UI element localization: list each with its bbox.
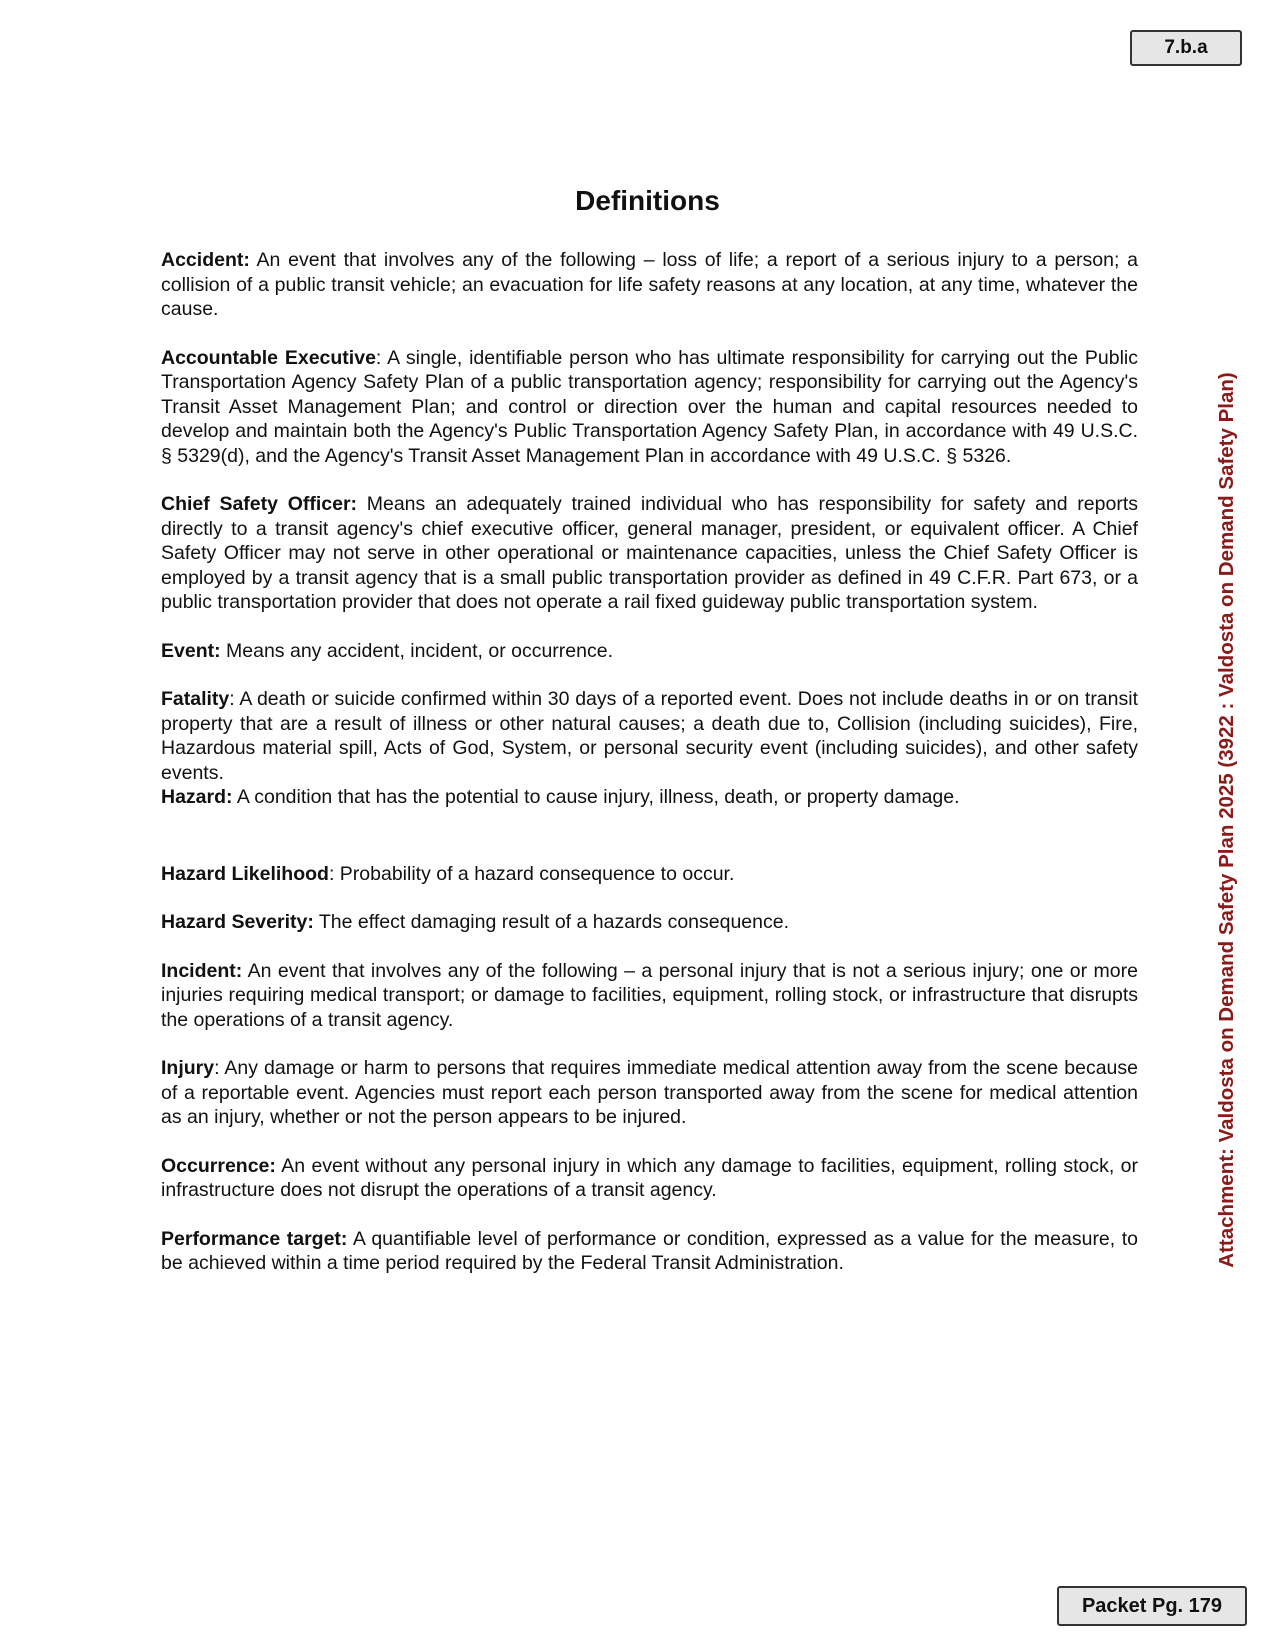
definition-hazard-likelihood [161, 862, 1138, 887]
definition-text: : Any damage or harm to persons that requires immediate medical attention away from the scene because of a reportable event. Agencies must report each person transported away from the scene for medical attention as an injury, whether or not the person appears to be injured. [161, 1057, 1138, 1128]
definition-text: Means an adequately trained individual who has responsibility for safety and reports directly to a transit agency's chief executive officer, general manager, president, or equivalent officer. A Chief Safety Officer may not serve in other operational or maintenance capacities, unless the Chief Safety Officer is employed by a transit agency that is a small public transportation provider as defined in 49 C.F.R. Part 673, or a public transportation provider that does not operate a rail fixed guideway public transportation system. [161, 493, 1138, 613]
definition-term: Incident: [161, 959, 243, 982]
definition-text: : Probability of a hazard consequence to occur. [328, 862, 735, 885]
definition-term: Hazard: [161, 786, 233, 808]
definitions-list [161, 248, 1138, 1276]
definition-fatality [161, 687, 1138, 785]
definition-hazard-severity [161, 910, 1138, 935]
definition-text: An event without any personal injury in which any damage to facilities, equipment, rolling stock, or infrastructure does not disrupt the operations of a transit agency. [161, 1154, 1138, 1201]
definition-event [161, 639, 1138, 664]
definition-text: An event that involves any of the following – a personal injury that is not a serious injury; one or more injuries requiring medical transport; or damage to facilities, equipment, rolling stock, or infrastructure that disrupts the operations of a transit agency. [161, 959, 1138, 1031]
definition-term: Injury [161, 1057, 215, 1079]
packet-page-number: Packet Pg. 179 [1057, 1586, 1247, 1626]
definition-injury [161, 1056, 1138, 1130]
definition-text: : A single, identifiable person who has ultimate responsibility for carrying out the Public Transportation Agency Safety Plan of a public transportation agency; responsibility for carrying out the Agency's Transit Asset Management Plan; and control or direction over the human and capital resources needed to develop and maintain both the Agency's Public Transportation Agency Safety Plan, in accordance with 49 U.S.C. § 5329(d), and the Agency's Transit Asset Management Plan in accordance with 49 U.S.C. § 5326. [161, 346, 1138, 467]
definition-term: Performance target: [161, 1227, 348, 1250]
section-tag: 7.b.a [1130, 30, 1242, 66]
definition-hazard [161, 785, 1138, 810]
definition-text: A condition that has the potential to cause injury, illness, death, or property damage. [232, 786, 960, 808]
definition-performance-target [161, 1227, 1138, 1276]
definition-term: Accountable Executive [161, 346, 376, 369]
definition-term: Occurrence: [161, 1154, 276, 1177]
definition-term: Hazard Likelihood [161, 862, 329, 885]
attachment-sidebar-label: Attachment: Valdosta on Demand Safety Plan 2025 (3922 : Valdosta on Demand Safety Plan) [1215, 372, 1238, 1268]
definition-occurrence [161, 1154, 1138, 1203]
definition-text: Means any accident, incident, or occurrence. [220, 639, 613, 662]
definition-accident [161, 248, 1138, 322]
definition-chief-safety-officer [161, 492, 1138, 615]
definition-text: An event that involves any of the following – loss of life; a report of a serious injury to a person; a collision of a public transit vehicle; an evacuation for life safety reasons at any location, at any time, whatever the cause. [161, 249, 1138, 320]
definition-incident [161, 959, 1138, 1033]
definition-accountable-executive [161, 346, 1138, 469]
definition-term: Accident: [161, 249, 250, 271]
definition-term: Chief Safety Officer: [161, 493, 358, 515]
definition-text: A quantifiable level of performance or condition, expressed as a value for the measure, to be achieved within a time period required by the Federal Transit Administration. [161, 1227, 1138, 1274]
definition-text: : A death or suicide confirmed within 30 days of a reported event. Does not include deaths in or on transit property that are a result of illness or other natural causes; a death due to, Collision (including suicides), Fire, Hazardous material spill, Acts of God, System, or personal security event (including suicides), and other safety events. [161, 688, 1138, 784]
definition-term: Fatality [161, 688, 230, 710]
definition-term: Event: [161, 639, 221, 662]
definition-text: The effect damaging result of a hazards consequence. [313, 911, 789, 933]
definition-term: Hazard Severity: [161, 911, 314, 933]
page-title: Definitions [575, 185, 720, 216]
